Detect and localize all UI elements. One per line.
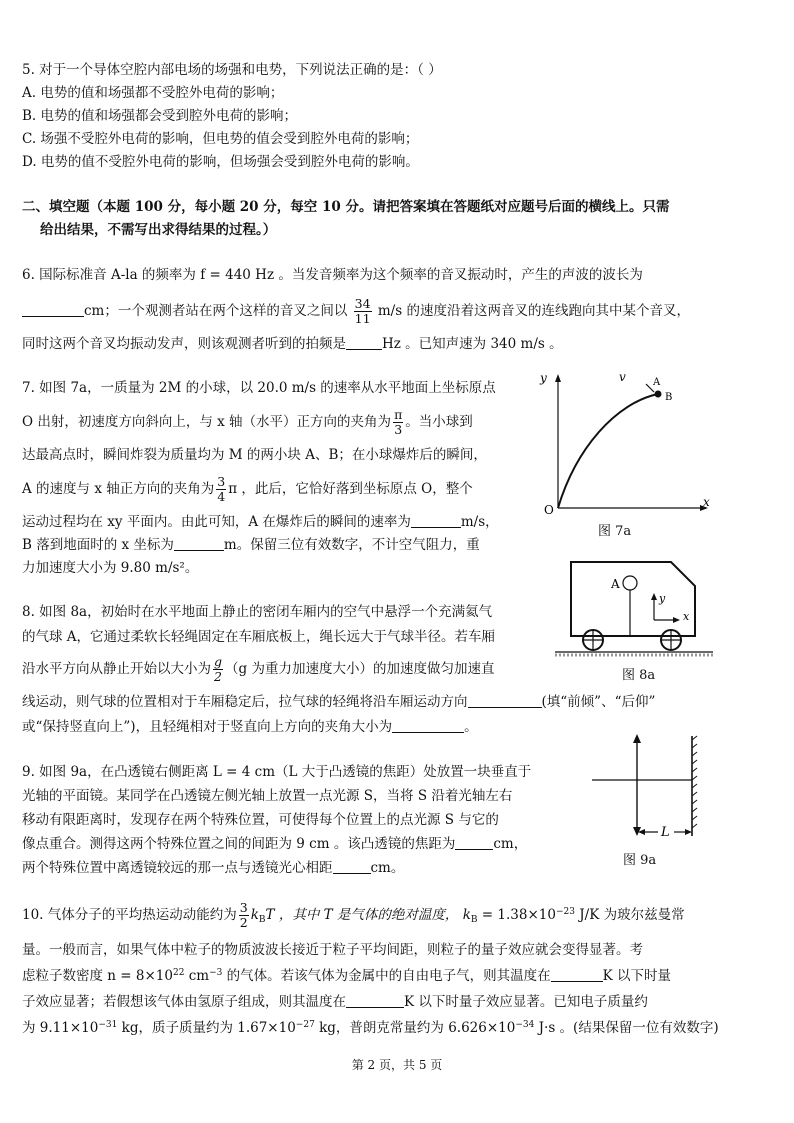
q5-option-c: C. 场强不受腔外电荷的影响，但电势的值会受到腔外电荷的影响； [22,131,419,147]
answer-blank[interactable] [455,835,493,850]
q6-line3: 同时这两个音叉均振动发声，则该观测者听到的拍频是 Hz 。已知声速为 340 m/s 。 [22,336,563,352]
q5-option-b: B. 电势的值和场强都会受到腔外电荷的影响； [22,108,298,124]
q10-line3: 虑粒子数密度 $n = 8\times 10^{22}$ $cm^{-3}$ 的气体。若该气体为金属中的自由电子气，则其温度在 K 以下时量 [22,968,672,984]
y-label: y [659,592,666,605]
q9-line4: 像点重合。测得这两个特殊位置之间的间距为 9 cm 。该凸透镜的焦距为 cm， [22,836,528,852]
origin-label: O [544,503,554,517]
section2-heading-line1: 二、填空题（本题 100 分，每小题 20 分，每空 10 分。请把答案填在答题纸对应题号后面的横线上。只需 [22,199,670,215]
q8-line3: 沿水平方向从静止开始以大小为 $\frac{g}{2}$ （g 为重力加速度大小）的加速度做匀加速直 [22,653,495,684]
q8-line1: 8. 如图 8a，初始时在水平地面上静止的密闭车厢内的空气中悬浮一个充满氦气 [22,604,493,620]
y-axis-arrow [555,374,561,382]
q10-line2: 量。一般而言，如果气体中粒子的物质波波长接近于粒子平均间距，则粒子的量子效应就会变得显著。考 [22,942,643,958]
q8-line5: 或“保持竖直向上”)，且轻绳相对于竖直向上方向的夹角大小为 。 [22,719,478,735]
q9-line2: 光轴的平面镜。某同学在凸透镜左侧光轴上放置一点光源 S，当将 S 沿着光轴左右 [22,788,513,804]
page-footer: 第 2 页，共 5 页 [351,1058,443,1072]
q7-line6: B 落到地面时的 x 坐标为 m。保留三位有效数字，不计空气阻力，重 [22,537,480,553]
y-label: y [540,371,547,385]
q8-line4: 线运动，则气球的位置相对于车厢稳定后，拉气球的轻绳将沿车厢运动方向 (填“前倾”、“后仰” [22,694,656,710]
q7-line5: 运动过程均在 xy 平面内。由此可知，A 在爆炸后的瞬间的速率为 m/s， [22,514,499,530]
fraction: $\frac{g}{2}$ [214,653,223,684]
q5-option-d: D. 电势的值不受腔外电荷的影响，但场强会受到腔外电荷的影响。 [22,154,419,170]
fraction: $\frac{3}{4}$ [217,473,226,504]
figure-7a-caption: 图 7a [598,524,632,539]
distance-label: L [661,825,670,840]
figure-9a-caption: 图 9a [623,853,657,868]
q5-stem: 5. 对于一个导体空腔内部电场的场强和电势，下列说法正确的是：（ ） [22,62,442,78]
fraction: $\frac{34}{11}$ [354,295,371,326]
section2-heading-line2: 给出结果，不需写出求得结果的过程。） [40,222,277,238]
q8-line2: 的气球 A，它通过柔软长轻绳固定在车厢底板上，绳长远大于气球半径。若车厢 [22,629,496,645]
answer-blank[interactable] [551,967,603,982]
answer-blank[interactable] [468,693,542,708]
answer-blank[interactable] [411,513,461,528]
answer-blank[interactable] [392,718,464,733]
x-label: x [703,495,710,509]
q7-line2: O 出射，初速度方向斜向上，与 x 轴（水平）正方向的夹角为 $\frac{\pi}{3}$ 。当小球到 [22,406,473,437]
figure-8a [553,558,715,662]
figure-8a-caption: 图 8a [622,668,656,683]
q10-line1: 10. 气体分子的平均热运动动能约为 $\frac{3}{2}$ $k_BT$ ，其中 T 是气体的绝对温度， $k_B = 1.38\times 10^{-23}$ J/K 为玻尔兹曼常 [22,899,685,930]
lens-arrow-top [633,734,641,743]
v-label: v [619,370,626,384]
q7-line7: 力加速度大小为 9.80 m/s²。 [22,560,199,576]
q9-line1: 9. 如图 9a，在凸透镜右侧距离 L = 4 cm（L 大于凸透镜的焦距）处放置一块垂直于 [22,764,532,780]
x-label: x [683,610,690,623]
q10-line5: 为 $9.11\times 10^{-31}$ kg，质子质量约为 $1.67\times 10^{-27}$ kg，普朗克常量约为 $6.626\times 10^{-34}$ J·s 。(结果保留一位有效数字) [22,1020,719,1036]
q6-line2: cm；一个观测者站在两个这样的音叉之间以 $\frac{34}{11}$ m/s 的速度沿着这两音叉的连线跑向其中某个音叉， [22,294,690,328]
answer-blank[interactable] [346,993,404,1008]
figure-7a [536,368,716,518]
q7-line4: A 的速度与 x 轴正方向的夹角为 $\frac{3}{4}$ π ，此后，它恰好落到坐标原点 O，整个 [22,473,473,504]
answer-blank[interactable] [333,859,371,874]
fraction: $\frac{\pi}{3}$ [394,406,403,437]
q10-line4: 子效应显著；若假想该气体由氢原子组成，则其温度在 K 以下时量子效应显著。已知电子质量约 [22,994,648,1010]
q5-option-a: A. 电势的值和场强都不受腔外电荷的影响； [22,85,284,101]
car-body [571,562,695,636]
trajectory [558,394,658,508]
balloon-label: A [611,577,620,591]
q7-line3: 达最高点时，瞬间炸裂为质量均为 M 的两小块 A、B；在小球爆炸后的瞬间， [22,447,487,463]
a-label: A [653,377,661,388]
answer-blank[interactable] [346,335,382,350]
q6-line1: 6. 国际标准音 A-la 的频率为 f = 440 Hz 。当发音频率为这个频率的音叉振动时，产生的声波的波长为 [22,267,643,283]
q7-line1: 7. 如图 7a，一质量为 2M 的小球，以 20.0 m/s 的速率从水平地面上坐标原点 [22,380,496,396]
q9-line3: 移动有限距离时，发现存在两个特殊位置，可使得每个位置上的点光源 S 与它的 [22,812,499,828]
answer-blank[interactable] [22,302,84,317]
figure-9a [590,732,710,844]
answer-blank[interactable] [174,536,224,551]
fraction: $\frac{3}{2}$ [239,899,248,930]
q9-line5: 两个特殊位置中离透镜较远的那一点与透镜光心相距 cm。 [22,860,405,876]
b-label: B [665,392,673,403]
point-b [655,391,662,398]
balloon [623,576,637,590]
